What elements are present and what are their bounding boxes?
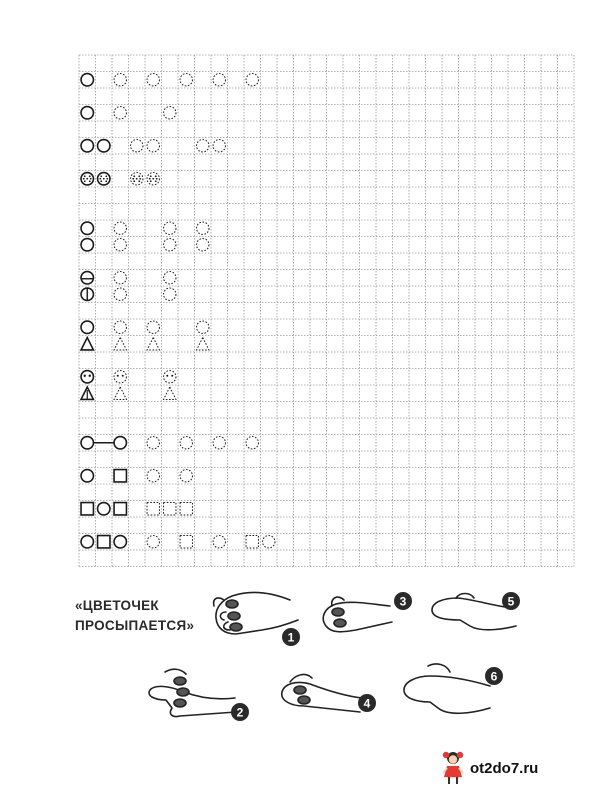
square-shape (180, 503, 192, 515)
circle-shape (164, 222, 176, 234)
square-shape (246, 536, 258, 548)
circle-shape (81, 222, 93, 234)
dot-fill (156, 178, 158, 180)
dot-fill (132, 178, 134, 180)
circle-shape (147, 437, 159, 449)
circle-shape (114, 321, 126, 333)
circle-shape (213, 536, 225, 548)
dot-fill (152, 178, 154, 180)
hand-pose-4 (282, 675, 362, 712)
circle-shape (81, 107, 93, 119)
dot-fill (86, 178, 88, 180)
circle-shape (81, 321, 93, 333)
dot-fill (149, 178, 151, 180)
hand-pose-6 (404, 664, 490, 713)
triangle-shape (114, 338, 126, 350)
circle-shape (263, 536, 275, 548)
circle-shape (197, 321, 209, 333)
dot-fill (133, 180, 135, 182)
circle-shape (180, 437, 192, 449)
square-shape (114, 470, 126, 482)
step-number: 5 (507, 594, 515, 609)
step-number: 6 (490, 669, 498, 684)
circle-shape (98, 503, 110, 515)
hand-pose-2 (149, 669, 236, 716)
circle-shape (81, 74, 93, 86)
dot-fill (155, 175, 157, 177)
circle-shape (114, 74, 126, 86)
site-url: ot2do7.ru (470, 759, 539, 777)
dot-fill (106, 178, 108, 180)
square-shape (147, 503, 159, 515)
circle-shape (114, 107, 126, 119)
circle-shape (114, 239, 126, 251)
circle-shape (131, 140, 143, 152)
circle-shape (81, 470, 93, 482)
triangle-shape (147, 338, 159, 350)
step-badge-6 (485, 667, 503, 685)
dot-fill (133, 175, 135, 177)
eye-dot (84, 375, 86, 377)
circle-shape (147, 140, 159, 152)
dot-fill (150, 175, 152, 177)
circle-shape (147, 74, 159, 86)
square-shape (114, 503, 126, 515)
step-badge-2 (231, 703, 249, 721)
dot-fill (100, 175, 102, 177)
circle-shape (197, 140, 209, 152)
step-badge-5 (502, 592, 520, 610)
triangle-shape (197, 338, 209, 350)
circle-shape (197, 222, 209, 234)
step-number: 3 (399, 594, 407, 609)
eye-dot (122, 375, 124, 377)
step-number: 4 (363, 696, 371, 711)
circle-shape (114, 437, 126, 449)
step-number: 1 (287, 630, 295, 645)
step-number: 2 (236, 705, 244, 720)
circle-shape (246, 437, 258, 449)
dot-fill (155, 180, 157, 182)
eye-dot (171, 375, 173, 377)
hand-pose-1 (214, 593, 298, 634)
circle-shape (114, 371, 126, 383)
dot-fill (139, 178, 141, 180)
circle-shape (164, 272, 176, 284)
eye-dot (89, 375, 91, 377)
circle-shape (213, 74, 225, 86)
hand-pose-3 (323, 597, 392, 632)
circle-shape (98, 140, 110, 152)
circle-shape (81, 140, 93, 152)
square-shape (81, 503, 93, 515)
site-footer (442, 748, 592, 788)
dot-fill (103, 178, 105, 180)
dot-fill (136, 178, 138, 180)
dot-fill (89, 180, 91, 182)
dot-fill (138, 175, 140, 177)
dot-fill (83, 178, 85, 180)
circle-shape (246, 74, 258, 86)
circle-shape (114, 536, 126, 548)
circle-shape (180, 74, 192, 86)
step-badge-4 (358, 694, 376, 712)
square-shape (98, 536, 110, 548)
square-shape (164, 503, 176, 515)
dot-fill (105, 180, 107, 182)
step-badge-3 (394, 592, 412, 610)
circle-shape (81, 536, 93, 548)
dot-fill (99, 178, 101, 180)
dot-fill (89, 175, 91, 177)
dot-fill (90, 178, 92, 180)
dot-fill (84, 180, 86, 182)
caption-line-2: ПРОСЫПАЕТСЯ» (75, 618, 195, 633)
circle-shape (114, 222, 126, 234)
circle-shape (213, 140, 225, 152)
circle-shape (81, 437, 93, 449)
circle-shape (164, 239, 176, 251)
circle-shape (164, 371, 176, 383)
dot-fill (105, 175, 107, 177)
dot-fill (150, 180, 152, 182)
circle-shape (147, 470, 159, 482)
caption-line-1: «ЦВЕТОЧЕК (75, 598, 159, 613)
dot-fill (100, 180, 102, 182)
square-shape (180, 536, 192, 548)
triangle-shape (164, 387, 176, 399)
girl-doll-icon (442, 750, 464, 786)
circle-shape (213, 437, 225, 449)
circle-shape (81, 272, 93, 284)
circle-shape (114, 272, 126, 284)
circle-shape (180, 470, 192, 482)
dotted-grid (79, 55, 574, 567)
dot-fill (84, 175, 86, 177)
triangle-shape (81, 338, 93, 350)
exercise-caption (75, 596, 225, 636)
circle-shape (164, 288, 176, 300)
dot-fill (138, 180, 140, 182)
circle-shape (114, 288, 126, 300)
sample-figures (81, 74, 126, 548)
circle-shape (197, 239, 209, 251)
circle-shape (81, 239, 93, 251)
triangle-shape (114, 387, 126, 399)
circle-shape (147, 536, 159, 548)
eye-dot (117, 375, 119, 377)
eye-dot (166, 375, 168, 377)
circle-shape (147, 321, 159, 333)
step-badge-1 (282, 628, 300, 646)
circle-shape (81, 371, 93, 383)
circle-shape (164, 107, 176, 119)
